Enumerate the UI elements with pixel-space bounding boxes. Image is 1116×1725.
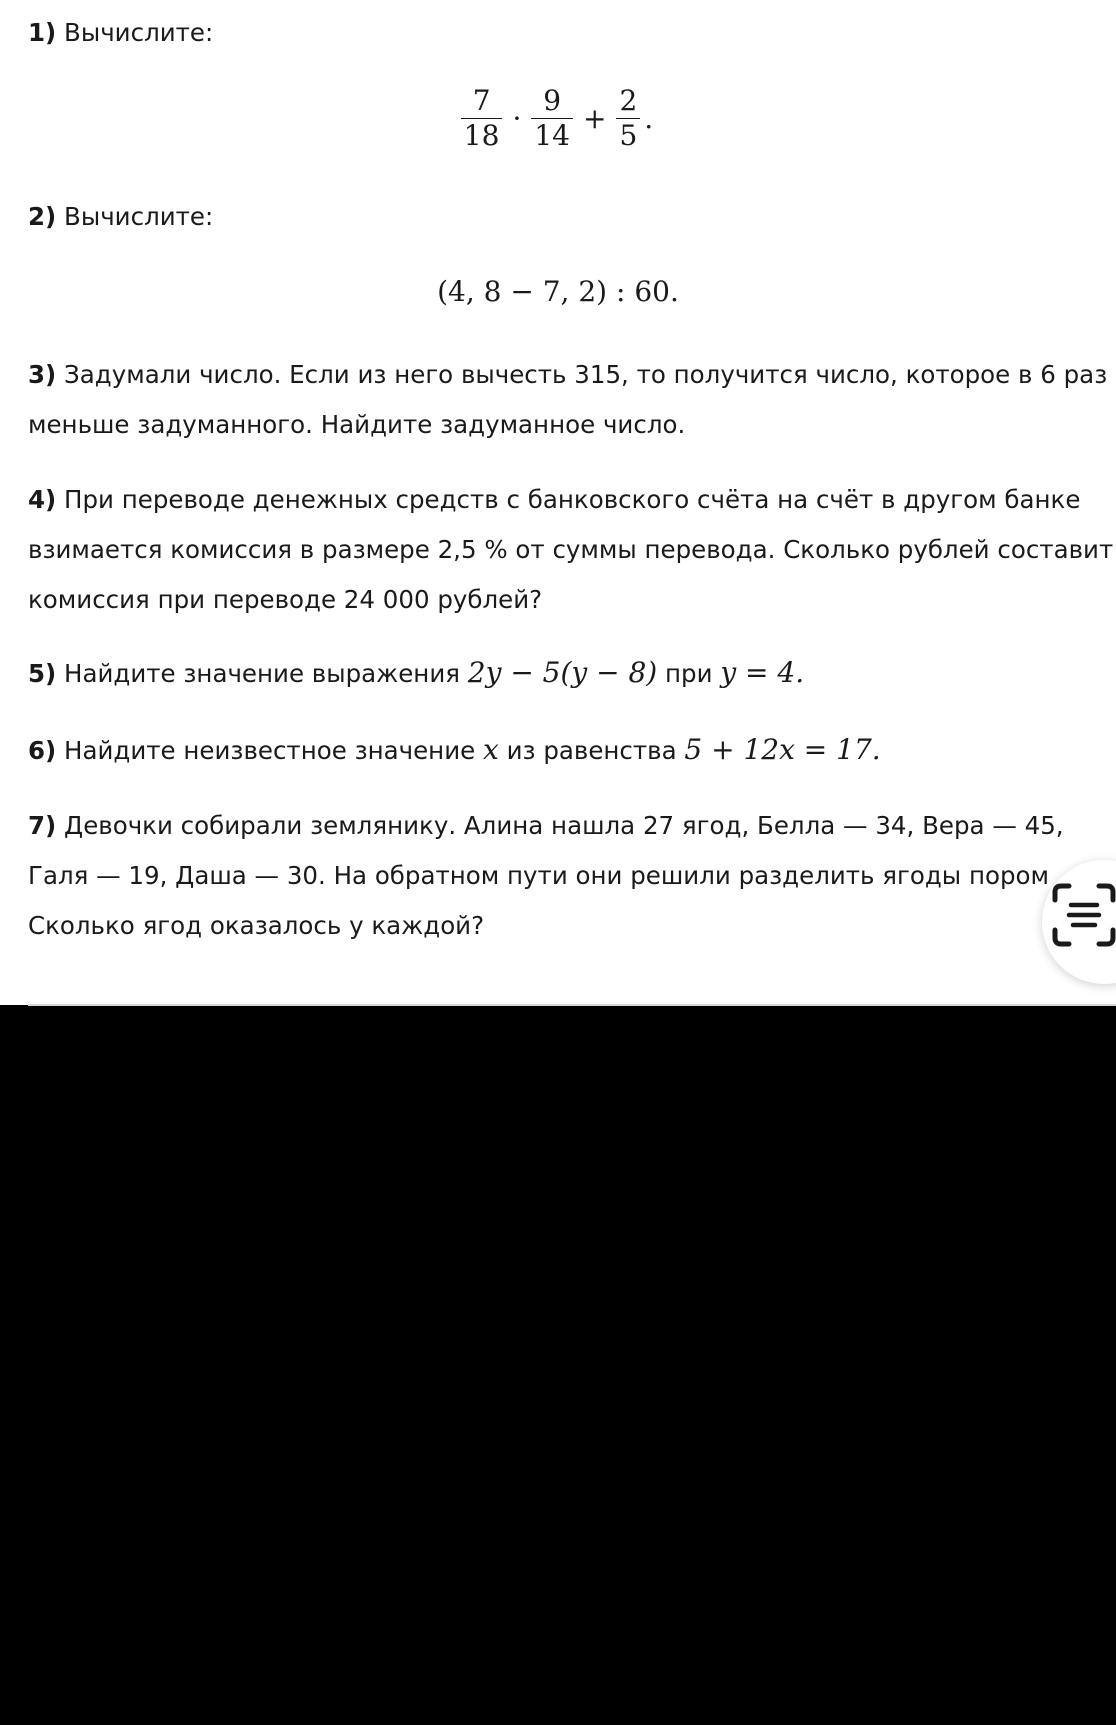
task-text: Найдите значение выражения bbox=[64, 659, 460, 688]
task-text: из равенства bbox=[506, 736, 677, 765]
task-line: Галя — 19, Даша — 30. На обратном пути они решили разделить ягоды пором bbox=[28, 861, 1049, 890]
period: . bbox=[644, 102, 654, 135]
fraction-numerator: 9 bbox=[531, 84, 573, 119]
fraction bbox=[461, 84, 503, 153]
task-1 bbox=[28, 8, 1108, 58]
task-4 bbox=[28, 475, 1114, 625]
task-line bbox=[28, 350, 1108, 400]
task-number: 2) bbox=[28, 202, 57, 231]
task-line bbox=[28, 475, 1108, 525]
task-2 bbox=[28, 192, 1108, 242]
task-number: 5) bbox=[28, 659, 57, 688]
task-number: 7) bbox=[28, 811, 57, 840]
scan-text-icon bbox=[1051, 882, 1116, 948]
divider bbox=[28, 1004, 1116, 1006]
task-text: Вычислите: bbox=[64, 18, 214, 47]
fraction-denominator: 5 bbox=[619, 119, 638, 152]
task-text: При переводе денежных средств с банковского счёта на счёт в другом банке bbox=[64, 485, 1081, 514]
task-line: меньше задуманного. Найдите задуманное число. bbox=[28, 410, 686, 439]
task-text: Найдите неизвестное значение bbox=[64, 736, 476, 765]
math-equation: 5 + 12x = 17. bbox=[684, 733, 881, 766]
math-condition: y = 4. bbox=[720, 656, 805, 689]
task-line: комиссия при переводе 24 000 рублей? bbox=[28, 585, 543, 614]
task-line: взимается комиссия в размере 2,5 % от суммы перевода. Сколько рублей составит bbox=[28, 535, 1114, 564]
fraction-numerator: 2 bbox=[616, 84, 640, 119]
operator: + bbox=[582, 102, 607, 135]
fraction-numerator: 7 bbox=[461, 84, 503, 119]
task-number: 4) bbox=[28, 485, 57, 514]
task-1-expression bbox=[0, 84, 1116, 153]
task-5 bbox=[28, 648, 1108, 699]
task-text: при bbox=[665, 659, 713, 688]
task-6 bbox=[28, 725, 1108, 776]
task-line bbox=[28, 801, 1108, 851]
task-number: 6) bbox=[28, 736, 57, 765]
fraction-denominator: 14 bbox=[534, 119, 570, 152]
operator: · bbox=[512, 102, 522, 135]
task-3 bbox=[28, 350, 1108, 450]
math-variable: x bbox=[482, 733, 499, 766]
task-7 bbox=[28, 801, 1108, 951]
task-line: Сколько ягод оказалось у каждой? bbox=[28, 911, 485, 940]
task-text: Девочки собирали землянику. Алина нашла 27 ягод, Белла — 34, Вера — 45, bbox=[64, 811, 1064, 840]
task-text: Задумали число. Если из него вычесть 315, то получится число, которое в 6 раз bbox=[64, 360, 1108, 389]
fraction-denominator: 18 bbox=[463, 119, 500, 152]
task-number: 1) bbox=[28, 18, 57, 47]
task-2-expression: (4, 8 − 7, 2) : 60. bbox=[437, 275, 679, 308]
fraction bbox=[531, 84, 573, 153]
task-number: 3) bbox=[28, 360, 57, 389]
math-expression: 2y − 5(y − 8) bbox=[467, 656, 658, 689]
task-text: Вычислите: bbox=[64, 202, 214, 231]
fraction bbox=[616, 84, 640, 153]
